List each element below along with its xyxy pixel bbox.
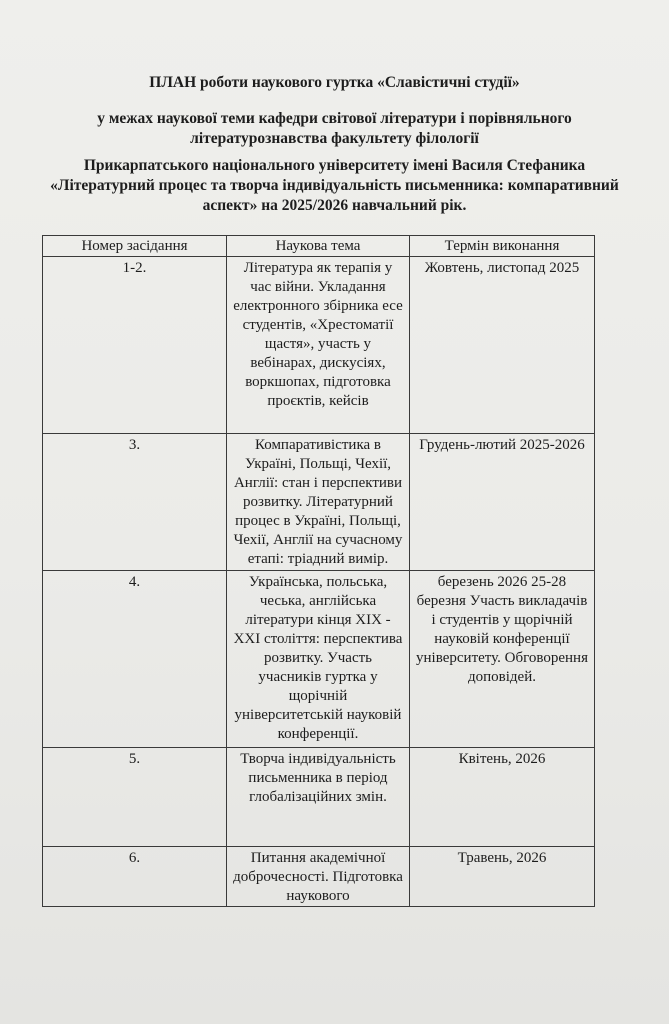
meeting-number: 1-2. — [43, 257, 227, 434]
deadline: Квітень, 2026 — [410, 748, 595, 847]
header-deadline: Термін виконання — [410, 236, 595, 257]
scientific-topic: Творча індивідуальність письменника в період глобалізаційних змін. — [227, 748, 410, 847]
scientific-topic: Питання академічної доброчесності. Підготовка наукового — [227, 847, 410, 907]
deadline: Грудень-лютий 2025-2026 — [410, 434, 595, 571]
table-row — [43, 571, 595, 748]
table-row — [43, 257, 595, 434]
deadline: Травень, 2026 — [410, 847, 595, 907]
meeting-number: 3. — [43, 434, 227, 571]
plan-title: ПЛАН роботи наукового гуртка «Славістичні студії» — [149, 74, 520, 91]
plan-subtitle: у межах наукової теми кафедри світової літератури і порівняльного літературознавства факультету філології — [97, 110, 572, 147]
scientific-topic: Компаративістика в Україні, Польщі, Чехії, Англії: стан і перспективи розвитку. Літературний процес в Україні, Польщі, Чехії, Англії на сучасному етапі: тріадний вимір. — [227, 434, 410, 571]
plan-university-topic: Прикарпатського національного університету імені Василя Стефаника «Літературний процес та творча індивідуальність письменника: компаративний аспект» на 2025/2026 навчальний рік. — [50, 157, 619, 214]
deadline: Жовтень, листопад 2025 — [410, 257, 595, 434]
scientific-topic: Українська, польська, чеська, англійська літератури кінця XIX - XXI століття: перспектива розвитку. Участь учасників гуртка у щорічній університетській науковій конференції. — [227, 571, 410, 748]
table-row — [43, 748, 595, 847]
meeting-number: 4. — [43, 571, 227, 748]
header-scientific-topic: Наукова тема — [227, 236, 410, 257]
header-meeting-number: Номер засідання — [43, 236, 227, 257]
table-header-row — [43, 236, 595, 257]
table-row — [43, 847, 595, 907]
scientific-topic: Література як терапія у час війни. Укладання електронного збірника есе студентів, «Хрестоматії щастя», участь у вебінарах, дискусіях, воркшопах, підготовка проєктів, кейсів — [227, 257, 410, 434]
deadline: березень 2026 25-28 березня Участь викладачів і студентів у щорічній науковій конференції університету. Обговорення доповідей. — [410, 571, 595, 748]
plan-table — [42, 235, 595, 907]
table-row — [43, 434, 595, 571]
meeting-number: 5. — [43, 748, 227, 847]
meeting-number: 6. — [43, 847, 227, 907]
